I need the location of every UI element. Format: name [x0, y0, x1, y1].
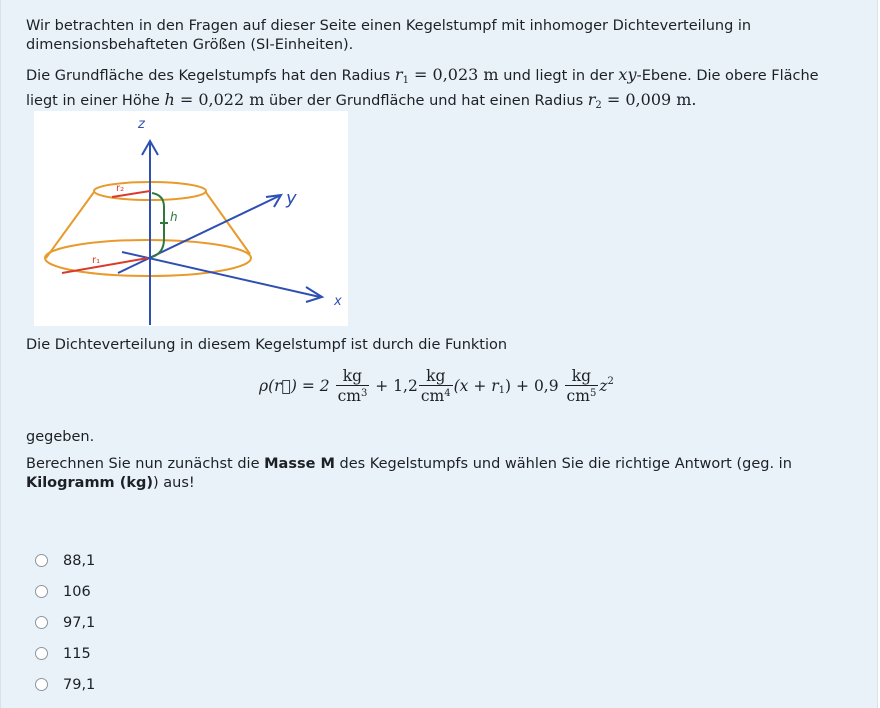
geometry-text — [26, 65, 856, 115]
radio-button[interactable] — [35, 585, 48, 598]
answer-option-3[interactable] — [33, 607, 333, 638]
given-text: gegeben. — [26, 429, 95, 445]
answer-option-5[interactable] — [33, 669, 333, 700]
answer-option-4[interactable] — [33, 638, 333, 669]
r1-subscript: 1 — [402, 75, 409, 86]
cone-sketch — [34, 111, 348, 326]
unit-kg-per-cm5 — [565, 368, 599, 404]
radio-button[interactable] — [35, 678, 48, 691]
height-bracket — [152, 193, 164, 257]
r2-subscript: 2 — [595, 100, 602, 111]
y-axis-label: y — [286, 188, 297, 209]
unit1-den-text: cm — [337, 387, 361, 405]
h-expression — [164, 90, 264, 109]
formula-lhs: ρ(r⃗) = 2 — [259, 377, 330, 395]
task-bold-mass: Masse M — [264, 456, 335, 472]
unit3-exponent: 5 — [589, 388, 597, 399]
radio-button[interactable] — [35, 616, 48, 629]
z-axis-label: z — [138, 117, 145, 132]
r2-label: r₂ — [116, 183, 125, 194]
answer-option-2[interactable] — [33, 576, 333, 607]
unit3-denominator — [565, 386, 599, 404]
formula-term2-subscript: 1 — [498, 385, 506, 396]
formula-term3-prefix: + 0,9 — [516, 377, 559, 395]
intro-line-2: dimensionsbehafteten Größen (SI-Einheiten). — [26, 37, 354, 53]
density-formula — [259, 368, 659, 414]
r1-symbol: r — [394, 65, 403, 84]
radio-button[interactable] — [35, 647, 48, 660]
r1-expression — [395, 65, 499, 84]
unit-kg-per-cm3 — [336, 368, 370, 404]
h-symbol: h — [164, 90, 175, 109]
unit2-numerator: kg — [419, 368, 453, 386]
intro-line-1: Wir betrachten in den Fragen auf dieser Seite einen Kegelstumpf mit inhomoger Dichteverteilung in — [26, 18, 752, 34]
unit3-numerator: kg — [565, 368, 599, 386]
unit1-denominator — [336, 386, 370, 404]
formula-term2-close: ) — [505, 377, 512, 395]
unit2-den-text: cm — [420, 387, 445, 405]
task-bold-unit: Kilogramm (kg) — [26, 475, 153, 491]
formula-term2-suffix: (x + r — [453, 377, 499, 395]
x-axis — [122, 252, 320, 297]
answer-option-label: 106 — [63, 583, 91, 600]
geometry-text-5: über der Grundfläche und hat einen Radius — [269, 93, 584, 109]
truncated-cone-figure — [34, 111, 348, 326]
h-label: h — [170, 210, 178, 224]
task-text — [26, 455, 856, 493]
task-text-1: Berechnen Sie nun zunächst die — [26, 456, 260, 472]
xy-symbol: xy — [618, 65, 637, 84]
answer-option-label: 97,1 — [63, 614, 96, 631]
formula-term3-variable: z — [599, 377, 608, 395]
r2-value: = 0,009 m. — [606, 90, 697, 109]
r2-expression — [588, 90, 697, 109]
unit1-exponent: 3 — [360, 388, 368, 399]
x-axis-label: x — [334, 294, 342, 309]
geometry-text-3: -Ebene. Die obere Fläche — [636, 68, 819, 84]
formula-term2-prefix: + 1,2 — [375, 377, 418, 395]
unit2-denominator — [419, 386, 453, 404]
cone-side-left — [46, 192, 94, 258]
unit-kg-per-cm4 — [419, 368, 453, 404]
unit1-numerator: kg — [336, 368, 370, 386]
r1-label: r₁ — [92, 255, 101, 266]
answer-option-label: 88,1 — [63, 552, 96, 569]
intro-text — [26, 17, 856, 55]
unit3-den-text: cm — [566, 387, 590, 405]
formula-term3-exponent: 2 — [607, 376, 614, 387]
radio-button[interactable] — [35, 554, 48, 567]
geometry-text-1: Die Grundfläche des Kegelstumpfs hat den Radius — [26, 68, 391, 84]
task-text-2: des Kegelstumpfs und wählen Sie die richtige Antwort (geg. in — [339, 456, 792, 472]
h-value: = 0,022 m — [179, 90, 265, 109]
answer-options — [33, 545, 333, 700]
y-axis — [118, 196, 279, 273]
density-intro: Die Dichteverteilung in diesem Kegelstumpf ist durch die Funktion — [26, 337, 508, 353]
answer-option-label: 79,1 — [63, 676, 96, 693]
r1-value: = 0,023 m — [414, 65, 499, 84]
geometry-text-4: liegt in einer Höhe — [26, 93, 160, 109]
r2-symbol: r — [587, 90, 596, 109]
answer-option-1[interactable] — [33, 545, 333, 576]
geometry-text-2: und liegt in der — [503, 68, 614, 84]
task-text-3: ) aus! — [153, 475, 195, 491]
answer-option-label: 115 — [63, 645, 91, 662]
unit2-exponent: 4 — [444, 388, 451, 399]
